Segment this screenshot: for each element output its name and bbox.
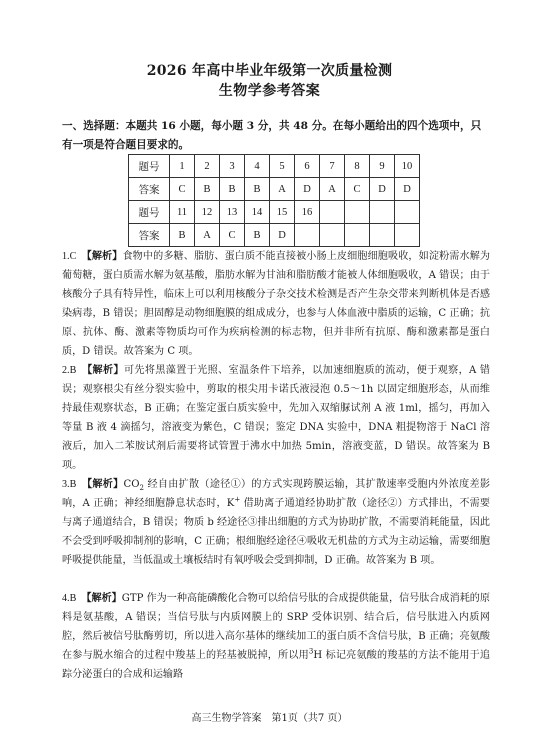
- analysis-tag: 【解析】: [87, 365, 124, 376]
- answer-cell: B: [245, 178, 270, 201]
- page-title: 2026 年高中毕业年级第一次质量检测: [146, 63, 393, 79]
- question-number-cell: 3: [220, 155, 245, 178]
- explanation-text: CO: [123, 479, 140, 490]
- answer-cell: A: [270, 178, 295, 201]
- answer-table-answer-row: [129, 224, 420, 247]
- answer-table-answer-row: [129, 178, 420, 201]
- answer-cell: D: [370, 178, 395, 201]
- explanation-text: GTP 作为一种高能磷酸化合物可以给信号肽的合成提供能量，信号肽合成消耗的原料是氨基酸，A 错误；当信号肽与内质网膜上的 SRP 受体识别、结合后，信号肽进入内质网腔，然后被信号肽酶剪切，所以进入高尔基体的继续加工的蛋白质不含信号肽，B 正确；亮氨酸在参与脱水缩合的过程中羧基上的羟基被脱掉，所以用: [62, 593, 491, 661]
- question-number-cell: 13: [220, 201, 245, 224]
- question-answer: C: [69, 251, 77, 262]
- question-number-cell: 7: [320, 155, 345, 178]
- answer-cell: D: [295, 178, 320, 201]
- analysis-tag: 【解析】: [86, 251, 123, 262]
- question-number-cell: 2: [195, 155, 220, 178]
- question-number-cell: 5: [270, 155, 295, 178]
- answer-cell: C: [170, 178, 195, 201]
- analysis-tag: 【解析】: [87, 479, 124, 490]
- question-number-cell: [370, 201, 395, 224]
- row-header: 答案: [129, 224, 170, 247]
- section-intro: 一、选择题：本题共 16 小题，每小题 3 分，共 48 分。在每小题给出的四个选项中，只有一项是符合题目要求的。: [62, 120, 482, 151]
- answer-cell: D: [270, 224, 295, 247]
- question-answer: B: [69, 593, 77, 604]
- question-number-cell: 12: [195, 201, 220, 224]
- answer-table-number-row: [129, 201, 420, 224]
- row-header: 答案: [129, 178, 170, 201]
- question-number: 1.: [62, 251, 70, 262]
- answer-cell: B: [220, 178, 245, 201]
- question-number-cell: 1: [170, 155, 195, 178]
- answer-cell: [295, 224, 320, 247]
- analysis-tag: 【解析】: [86, 593, 122, 604]
- question-number-cell: 16: [295, 201, 320, 224]
- superscript: 3: [308, 647, 314, 656]
- question-number-cell: 14: [245, 201, 270, 224]
- answer-cell: A: [320, 178, 345, 201]
- question-answer: B: [69, 365, 77, 376]
- answer-cell: [370, 224, 395, 247]
- question-number-cell: 11: [170, 201, 195, 224]
- question-number: 4.: [62, 593, 70, 604]
- page-footer: 高三生物学答案 第1页（共7 页）: [191, 713, 348, 724]
- answer-cell: C: [220, 224, 245, 247]
- explanation-text: 借助离子通道经协助扩散（途径②）方式排出，不需要与离子通道结合，B 错误；物质 b 经途径③排出细胞的方式为协助扩散，不需要消耗能量，因此不会受到呼吸抑制剂的影响，C 正确；根细胞经途径④吸收无机盐的方式为主动运输，需要细胞呼吸提供能量，当低温或土壤板结时有氧呼吸会受到抑制，D 正确。故答案为 B 项。: [62, 498, 490, 566]
- question-number-cell: 10: [395, 155, 420, 178]
- page-subtitle: 生物学参考答案: [218, 83, 321, 99]
- answer-table: [128, 154, 420, 247]
- question-number-cell: 15: [270, 201, 295, 224]
- answer-cell: B: [245, 224, 270, 247]
- question-explanation-2: [62, 361, 490, 475]
- question-number-cell: 9: [370, 155, 395, 178]
- question-number: 2.: [62, 365, 70, 376]
- row-header: 题号: [129, 201, 170, 224]
- explanation-text: 可先将黑藻置于光照、室温条件下培养，以加速细胞质的流动，便于观察，A 错误；观察根尖有丝分裂实验中，剪取的根尖用卡诺氏液浸泡 0.5～1h 以固定细胞形态，从而维持最佳观察状态，B 正确；在鉴定蛋白质实验中，先加入双缩脲试剂 A 液 1ml，摇匀，再加入等量 B 液 4 滴摇匀，溶液变为紫色，C 错误；鉴定 DNA 实验中，DNA 粗提物溶于 NaCl 溶液后，加入二苯胺试剂后需要将试管置于沸水中加热 5min，溶液变蓝，D 错误。故答案为 B 项。: [62, 365, 491, 471]
- subscript: 2: [139, 484, 144, 493]
- question-number-cell: [320, 201, 345, 224]
- superscript: +: [234, 495, 241, 504]
- answer-cell: C: [345, 178, 370, 201]
- question-number-cell: 4: [245, 155, 270, 178]
- answer-cell: A: [195, 224, 220, 247]
- explanation-text: 经自由扩散（途径①）的方式实现跨膜运输，其扩散速率受胞内外浓度差影响，A 正确；神经细胞静息状态时，K: [62, 479, 491, 509]
- question-answer: B: [69, 479, 77, 490]
- row-header: 题号: [129, 155, 170, 178]
- question-number-cell: [395, 201, 420, 224]
- answer-cell: B: [170, 224, 195, 247]
- answer-cell: [320, 224, 345, 247]
- answer-cell: [345, 224, 370, 247]
- answer-cell: [395, 224, 420, 247]
- question-number: 3.: [62, 479, 70, 490]
- question-number-cell: 6: [295, 155, 320, 178]
- question-explanation-3: [62, 475, 490, 570]
- question-number-cell: 8: [345, 155, 370, 178]
- question-explanation-4: [62, 589, 490, 684]
- explanation-text: H 标记亮氨酸的羧基的方法不能用于追踪分泌蛋白的合成和运输路: [62, 650, 491, 680]
- answer-cell: D: [395, 178, 420, 201]
- answer-table-number-row: [129, 155, 420, 178]
- question-number-cell: [345, 201, 370, 224]
- explanation-text: 食物中的多糖、脂肪、蛋白质不能直接被小肠上皮细胞细胞吸收，如淀粉需水解为葡萄糖，蛋白质需水解为氨基酸，脂肪水解为甘油和脂肪酸才能被人体细胞吸收，A 错误；由于核酸分子具有特异性，临床上可以利用核酸分子杂交技术检测是否产生杂交带来判断机体是否感染病毒，B 错误；胆固醇是动物细胞膜的组成成分，也参与人体血液中脂质的运输，C 正确；抗原、抗体、酶、激素等物质均可作为疾病检测的标志物，但并非所有抗原、酶和激素都是蛋白质，D 错误。故答案为 C 项。: [62, 251, 491, 357]
- question-explanation-1: [62, 247, 490, 361]
- answer-cell: B: [195, 178, 220, 201]
